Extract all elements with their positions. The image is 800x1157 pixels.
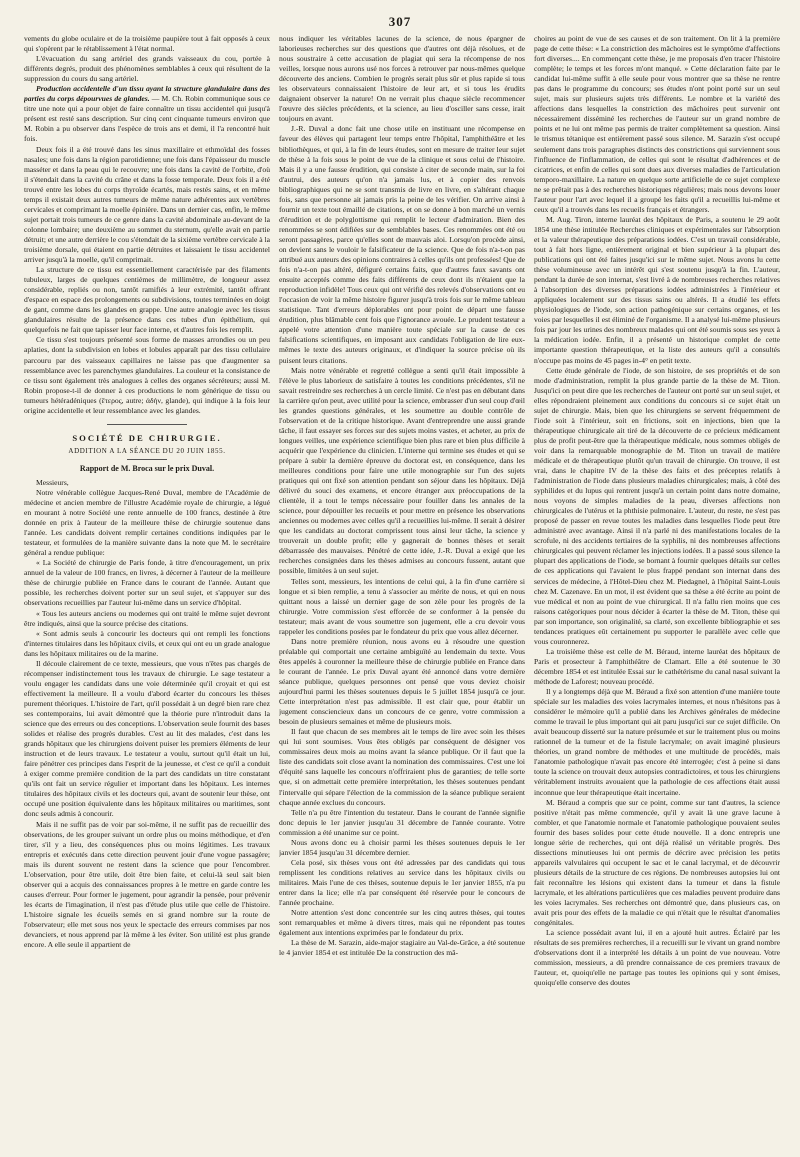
paragraph: Notre attention s'est donc concentrée sur les cinq autres thèses, qui toutes sont remarquables et même à divers titres, mais qui ne répondent pas toutes également aux intentions exprimées par le fondateur du prix. xyxy=(279,908,525,938)
paragraph: La science possédait avant lui, il en a ajouté huit autres. Éclairé par les résultats de ses premières recherches, il a recueilli sur le vivant un grand nombre d'observations dont il a interprété les détails à un point de vue nouveau. Votre commission, messieurs, a dû prendre connaissance de ces premiers travaux de l'auteur, et, quoiqu'elle ne partage pas toutes les opinions qui y sont émises, quoiqu'elle conserve des doutes xyxy=(534,928,780,988)
salutation: Messieurs, xyxy=(36,477,69,487)
paragraph: Telles sont, messieurs, les intentions de celui qui, à la fin d'une carrière si longue et si bien remplie, a tenu à s'associer au mérite de nous, et qui en nous quittant nous a laissé un dernier gage de son zèle pour les progrès de la chirurgie. Votre commission s'est efforcée de se conformer à la pensée du testateur; mais avant de vous soumettre son jugement, elle a cru devoir vous rappeler les conditions posées par le fondateur du prix que vous allez décerner. xyxy=(279,576,525,636)
short-divider xyxy=(127,459,167,460)
paragraph: vements du globe oculaire et de la troisième paupière tout à fait opposés à ceux qui s'opèrent par le rétablissement à l'état normal. xyxy=(24,34,270,54)
column-right xyxy=(534,34,780,1149)
section-heading: SOCIÉTÉ DE CHIRURGIE. xyxy=(72,432,222,443)
page-number: 307 xyxy=(388,14,412,29)
paragraph: choires au point de vue de ses causes et de son traitement. On lit à la première page de cette thèse: « La constriction des mâchoires est le symptôme d'affections fort diverses.... En commençant cette thèse, je me proposais d'en tracer l'histoire complète; le temps et les forces m'ont manqué. » Cette déclaration faite par le candidat lui-même suffit à elle seule pour vous montrer que sa thèse ne rentre pas dans le programme du concours; ses études n'ont point porté sur un seul sujet, mais sur plusieurs sujets très différents. Le nombre et la variété des affections dans lesquelles la constriction des mâchoires peut survenir ont nécessairement disséminé les recherches de l'auteur sur un grand nombre de points et ne lui ont même pas permis de traiter complètement sa question. Ainsi le trismus tétanique est entièrement passé sous silence. M. Sarazin s'est occupé seulement dans trois paragraphes distincts des constrictions qui surviennent sous l'influence de l'inflammation, de celles qui sont le résultat d'adhérences et de cicatrices, et enfin de celles qui sont dues aux diverses maladies de l'articulation temporo-maxillaire. La nature en quelque sorte artificielle de ce sujet complexe ne se prêtait pas à des recherches historiques régulières; mais nous devons louer l'auteur pour l'art avec lequel il a groupé les faits qu'il a recueillis lui-même et ceux qu'il a trouvés dans les recueils français et étrangers. xyxy=(534,34,780,214)
paragraph: Ce tissu s'est toujours présenté sous forme de masses arrondies ou un peu aplaties, dont la subdivision en lobes et lobules apparaît par des tissu cellulaire parcouru par des vaisseaux capillaires ne laisse pas que d'augmenter sa ressemblance avec les parenchymes glandulaires. La couleur et la consistance de ce tissu sont également très analogues à celles des organes sécréteurs; aussi M. Robin propose-t-il de donner à ces productions le nom générique de tissu ou tumeurs hétéradéniques (ἕτερος, autre; ἀδήν, glande), qui indique à la fois leur origine accidentelle et leur ressemblance avec les glandes. xyxy=(24,335,270,415)
paragraph: Telle n'a pu être l'intention du testateur. Dans le courant de l'année signifie donc depuis le 1er janvier jusqu'au 31 décembre de l'année courante. Votre commission a été unanime sur ce point. xyxy=(279,807,525,837)
paragraph: Il y a longtemps déjà que M. Béraud a fixé son attention d'une manière toute spéciale sur les maladies des voies lacrymales internes, et nous n'hésitons pas à considérer le mémoire qu'il a publié dans les Archives générales de médecine comme le travail le plus important qui ait paru jusqu'ici sur ce sujet difficile. On avait beaucoup disserté sur la nature présumée et sur le traitement plus ou moins rationnel de la tumeur et de la fistule lacrymale; on avait imaginé plusieurs théories, un grand nombre de méthodes et une multitude de procédés, mais l'anatomie pathologique n'avait pas encore été interrogée; c'est à peine si dans toute la science on trouvait deux autopsies contradictoires, et tous les chirurgiens véritablement instruits avouaient que la pathologie de ces affections était aussi inconnue que leur thérapeutique était incertaine. xyxy=(534,687,780,797)
paragraph: nous indiquer les véritables lacunes de la science, de nous épargner de laborieuses recherches sur des questions que d'autres ont déjà résolues, et de nous soustraire à cette accusation de plagiat qui sera la récompense de nos veilles, lorsque nous aurons usé nos forces à retrouver par nous-mêmes quelque découverte des anciens. Combien le progrès serait plus sûr et plus rapide si tous les observateurs connaissaient l'histoire de leur art, et si tous les érudits daignaient observer la nature! On ne verrait plus chaque siècle recommencer l'œuvre des siècles précédents, et la science, au lieu d'osciller sans cesse, irait toujours en avant. xyxy=(279,34,525,124)
addition-line: ADDITION A LA SÉANCE DU 20 JUIN 1855. xyxy=(68,446,226,455)
column-left xyxy=(24,34,270,1149)
paragraph: Il découle clairement de ce texte, messieurs, que vous n'êtes pas chargés de récompenser indistinctement tous les travaux de chirurgie. Le sage testateur a voulu engager les candidats dans une voie déterminée qu'il croyait et qui est effectivement la meilleure. Il a voulu d'abord écarter du concours les thèses purement théoriques. L'histoire de l'art, qu'il possédait à un degré bien rare chez ses contemporains, lui avait démontré que la théorie pure n'introduit dans la science que des erreurs ou des conceptions. L'observation seule fournit des bases solides et réalise des progrès durables. C'est au lit des malades, c'est dans les grands hôpitaux que les chirurgiens doivent puiser les premiers éléments de leur instruction et de leurs travaux. Le testateur a voulu, surtout qu'il était un lui, faire pénétrer ces principes dans l'esprit de la jeunesse, et c'est ce qu'il a conduit à exiger comme première condition de la part des candidats un titre constatant qu'ils ont fait un service régulier et important dans les hôpitaux. Les internes titulaires des hôpitaux civils et les docteurs qui, avant de soutenir leur thèse, ont occupé une position équivalente dans les hôpitaux militaires ou maritimes, sont donc seuls admis à concourir. xyxy=(24,658,270,819)
paragraph: Dans notre première réunion, nous avons eu à résoudre une question préalable qui comportait une certaine ambiguïté au lendemain du texte. Vous êtes appelés à couronner la meilleure thèse de chirurgie publiée en France dans le courant de l'année. Le prix Duval ayant été annoncé dans votre dernière séance publique, quelques personnes ont pensé que vous deviez choisir aujourd'hui parmi les thèses soutenues depuis le 5 juillet 1854 jusqu'à ce jour. Cette interprétation n'est pas admissible. Il est clair que, pour établir un jugement consciencieux dans un concours de ce genre, votre commission a besoin de plusieurs semaines et même de plusieurs mois. xyxy=(279,636,525,727)
paragraph: La structure de ce tissu est essentiellement caractérisée par des filaments tubuleux, larges de quelques centièmes de millimètre, de longueur assez considérable, repliés ou non, tantôt ramifiés à leur extrémité, tantôt offrant d'espace en espace des prolongements ou subdivisions, toutes terminées en doigt de gant, comme dans les glandes en grappe. Une autre analogie avec les tissus glandulaires résulte de la présence dans ces tubes d'un épithélium, qui quelquefois ne fait que tapisser leur face interne, et d'autres fois les remplit. xyxy=(24,265,270,335)
section-divider xyxy=(107,424,187,425)
paragraph: Cela posé, six thèses vous ont été adressées par des candidats qui tous remplissent les conditions relatives au service dans les hôpitaux civils ou militaires. Mais l'une de ces thèses, soutenue depuis le 1er janvier 1855, n'a pu entrer dans la lice; elle n'a par conséquent été réservée pour le concours de l'année prochaine. xyxy=(279,857,525,908)
paragraph: « Tous les auteurs anciens ou modernes qui ont traité le même sujet devront être indiqués, ainsi que la source précise des citations. xyxy=(24,608,270,628)
paragraph: La thèse de M. Sarazin, aide-major stagiaire au Val-de-Grâce, a été soutenue le 4 janvier 1854 et est intitulée De la construction des mâ- xyxy=(279,938,525,958)
paragraph: Mais notre vénérable et regretté collègue a senti qu'il était impossible à l'élève le plus laborieux de satisfaire à toutes les conditions précédentes, s'il ne savait restreindre ses recherches à un cercle limité. Ce n'est pas en débutant dans la carrière qu'on peut, avec utilité pour la science, embrasser d'un seul coup d'œil les grandes questions générales, et les soumettre au double contrôle de l'observation et de la critique historique. Avant d'entreprendre une aussi grande tâche, il faut essayer ses forces sur des sujets moins vastes, et acheter, au prix de longues veilles, une expérience scientifique bien plus rare et bien plus difficile à acquérir que l'expérience du clinicien. L'interne qui termine ses études et qui se prépare à subir la dernière épreuve du doctorat est, en conséquence, dans les meilleures conditions pour faire une utile monographie sur l'un des sujets pratiques qui ont fixé son attention pendant son séjour dans les hôpitaux. Déjà délivré du souci des examens, et encore étranger aux préoccupations de la clientèle, il a tout le temps nécessaire pour fouiller dans les annales de la science, pour dépouiller les recueils et pour mettre en présence les observations anciennes ou modernes avec celles qu'il a recueillies lui-même. Il serait à désirer que les candidats au doctorat comprissent tous ainsi leur tâche, la science y trouverait un double profit; elle y gagnerait de bonnes thèses et serait débarrassée des mauvaises. Pénétré de cette idée, J.-R. Duval a exigé que les recherches consignées dans les thèses admises au concours fussent, autant que possible, limitées à un seul sujet. xyxy=(279,365,525,576)
paragraph: M. Aug. Tiron, interne lauréat des hôpitaux de Paris, a soutenu le 29 août 1854 une thèse intitulée Recherches cliniques et expérimentales sur l'absorption et la valeur thérapeutique des préparations iodées. C'est un travail considérable, tout à fait hors ligne, entièrement original et bien supérieur à la plupart des publications qui ont été faites jusqu'ici sur le même sujet. Nous avons lu cette thèse volumineuse avec un intérêt qui s'est soutenu jusqu'à la fin. L'auteur, pendant la durée de son internat, s'est livré à de nombreuses recherches relatives à l'absorption des diverses préparations iodées administrées à l'intérieur et appliquées localement sur des tissus sains ou altérés. Il a étudié les effets physiologiques de l'iode, son action pathogénique sur certains organes, et les voies par lesquelles il est éliminé de l'organisme. Il a analysé lui-même plusieurs fois par jour les urines des nombreux malades qui ont été soumis sous ses yeux à la médication iodée. Enfin, il a présenté un historique complet de cette importante question thérapeutique, et la liste des auteurs qu'il a consultés n'occupe pas moins de 45 pages in-4° en petit texte. xyxy=(534,214,780,365)
paragraph: La troisième thèse est celle de M. Béraud, interne lauréat des hôpitaux de Paris et prosecteur à l'amphithéâtre de Clamart. Elle a été soutenue le 30 décembre 1854 et est intitulée Essai sur le cathétérisme du canal nasal suivant la méthode de Laforest; nouveau procédé. xyxy=(534,646,780,686)
paragraph: Deux fois il a été trouvé dans les sinus maxillaire et ethmoïdal des fosses nasales; une fois dans la région parotidienne; une fois dans l'épaisseur du muscle masséter et dans la peau qui le recouvre; une fois dans la cavité de l'orbite, d'où il s'étendait dans la cavité du crâne et dans la fosse temporale. Deux fois il a été trouvé entre les lobes du corps thyroïde écartés, mais restés sains, et en même temps il existait deux autres tumeurs de même nature adhérentes aux vertèbres cervicales et comprimant la moelle épinière. Dans un dernier cas, enfin, le même sujet portait trois tumeurs de ce genre dans la cavité abdominale au-devant de la colonne lombaire; une deuxième au sommet du sternum, qu'elle avait en partie détruit; et une autre derrière le cou s'étendait de la sixième vertèbre cervicale à la troisième dorsale, qui étaient en partie détruites et laissaient le tissu accidentel arriver jusqu'à la moelle, qu'il comprimait. xyxy=(24,144,270,265)
paragraph: « Sont admis seuls à concourir les docteurs qui ont rempli les fonctions d'internes titulaires dans les hôpitaux civils, et ceux qui ont eu un grade analogue dans les hôpitaux militaires ou de la marine. xyxy=(24,628,270,658)
column-middle xyxy=(279,34,525,1149)
paragraph-lead: Production accidentelle d'un tissu ayant la structure glandulaire dans des parties du corps dépourvues de glandes. xyxy=(24,84,270,104)
paragraph-body: — M. Ch. Robin communique sous ce titre une note qui a pour objet de faire connaître un tissu accidentel qui jusqu'à présent est resté sans description. Sur cinq cent cinquante tumeurs environ que M. Robin a pu observer dans l'espèce de trois ans et demi, il l'a rencontré huit fois. xyxy=(24,94,270,144)
paragraph: Cette étude générale de l'iode, de son histoire, de ses propriétés et de son mode d'administration, remplit la plus grande partie de la thèse de M. Titon. Jusqu'ici on peut dire que les recherches de l'auteur ont porté sur un seul sujet, et elles répondraient pleinement aux conditions du concours si ce sujet était un sujet de chirurgie. Mais, bien que les chirurgiens se servent fréquemment de l'iode soit à l'intérieur, soit en frictions, soit en injections, bien que la thérapeutique chirurgicale ait tiré de la découverte de ce précieux médicament plus de profit peut-être que la thérapeutique médicale, nous sommes obligés de voir dans la remarquable monographie de M. Titon un travail de matière médicale et de thérapeutique plutôt qu'un travail de chirurgie. On trouve, il est vrai, dans le chapitre IV de la thèse des faits et des préceptes relatifs à l'administration de l'iode dans plusieurs maladies chirurgicales; mais, à côté des syphilides et du lupus qui rentrent jusqu'à un certain point dans notre domaine, nous voyons de simples maladies de la peau, diverses affections non chirurgicales de l'utérus et la phthisie pulmonaire. L'auteur, du reste, ne s'est pas proposé de passer en revue toutes les maladies dans lesquelles l'iode peut être administré avec avantage. Ainsi il n'a parlé ni des manifestations locales de la scrofule, ni des accidents tertiaires de la syphilis, ni des nombreuses affections chirurgicales qui peuvent réclamer les injections iodées. Il a passé sous silence la plupart des applications de l'iode, se bornant à fournir quelques détails sur celles de ces applications qui l'avaient le plus frappé pendant son internat dans des services de médecine, à l'Hôtel-Dieu chez M. Piedagnel, à l'hôpital Saint-Louis chez M. Cazenave. En un mot, il est évident que sa thèse a été écrite au point de vue médical et non au point de vue chirurgical. Il n'a fallu rien moins que ces raisons catégoriques pour nous décider à écarter la thèse de M. Titon, thèse qui par son importance, son originalité, sa clarté, son excellente bibliographie et ses tendances pratiques eût certainement pu supporter le parallèle avec celle que vous couronnerez. xyxy=(534,365,780,646)
paragraph: M. Béraud a compris que sur ce point, comme sur tant d'autres, la science positive n'était pas même commencée, qu'il y avait là une grave lacune à combler, et que l'anatomie normale et l'anatomie pathologique pouvaient seules fournir des bases solides pour cette étude nouvelle. Il a donc entrepris une longue série de recherches, qui ont déjà réalisé un véritable progrès. Des dissections minutieuses lui ont permis de décrire avec précision les petits appareils valvulaires qui occupent le sac et le canal lacrymal, et de découvrir plusieurs détails de la structure de ces régions. De nombreuses autopsies lui ont fait reconnaître les lésions qui existent dans la tumeur et dans la fistule lacrymale, et les altérations particulières que ces maladies peuvent produire dans les voies lacrymales. Ses recherches ont démontré que, dans plusieurs cas, on avait pris pour des effets de la maladie ce qui n'était que le résultat d'anomalies congénitales. xyxy=(534,797,780,928)
paragraph: L'évacuation du sang artériel des grands vaisseaux du cou, portée à différents degrés, produit des phénomènes semblables à ceux qui résultent de la suppression du cours du sang artériel. xyxy=(24,54,270,84)
report-title: Rapport de M. Broca sur le prix Duval. xyxy=(79,463,215,473)
paragraph: J.-R. Duval a donc fait une chose utile en instituant une récompense en faveur des élèves qui partagent leur temps entre l'hôpital, l'amphithéâtre et les bibliothèques, et qui, à la fin de leurs études, sont en mesure de traiter leur sujet de thèse à la fois sous le point de vue de la clinique et sous celui de l'histoire. Mais il y a une fausse érudition, qui consiste à citer de seconde main, sur la foi d'autrui, des auteurs qu'on n'a jamais lus, et à copier des renvois bibliographiques qui ne se sont transmis de livre en livre, en s'altérant chaque fois, sans que personne ait jamais pris la peine de les vérifier. On arrive ainsi à fournir un texte tout émaillé de citations, et on se donne à bon marché un vernis d'érudition et de polyglottisme qui remplit le lecteur d'admiration. Bien des renommées se sont édifiées sur de semblables bases. Ces renommées ont été ou seront passagères, parce qu'elles sont de mauvais aloi. Lorsqu'on procède ainsi, on devient sans le vouloir le falsificateur de la science. Que de fois n'a-t-on pas attribué aux auteurs des opinions contraires à celles qu'ils ont professées! Que de fois n'a-t-on pas altéré, défiguré certains faits, que d'autres faux savants ont ensuite acceptés comme des faits différents de ceux dont ils n'étaient que la reproduction infidèle! Tous ceux qui ont vérifié des relevés d'observations ont eu l'occasion de voir la même histoire figurer jusqu'à trois fois sur le même tableau statistique. Tant d'erreurs déplorables ont pour point de départ une fausse érudition, plus blâmable cent fois que l'ignorance avouée. Le prudent testateur a appelé votre attention d'une manière toute spéciale sur la cause de ces falsifications scientifiques, en imposant aux candidats l'obligation de lire eux-mêmes le texte des auteurs originaux, et d'indiquer la source précise où ils puisent leurs citations. xyxy=(279,124,525,365)
paragraph: « La Société de chirurgie de Paris fonde, à titre d'encouragement, un prix annuel de la valeur de 100 francs, en livres, à décerner à l'auteur de la meilleure thèse de chirurgie publiée en France dans le courant de l'année. Autant que possible, les recherches doivent porter sur un seul sujet, et s'appuyer sur des observations recueillies par l'auteur lui-même dans un service d'hôpital. xyxy=(24,558,270,608)
paragraph: Notre vénérable collègue Jacques-René Duval, membre de l'Académie de médecine et ancien membre de l'illustre Académie royale de chirurgie, a légué en mourant à notre Société une rente annuelle de 100 francs, destinée à être donnée en prix à l'auteur de la meilleure thèse de chirurgie soutenue dans l'année. Les candidats doivent remplir certaines conditions indiquées par le testateur, et formulées de la manière suivante dans la note que M. le secrétaire général a rendue publique: xyxy=(24,487,270,558)
paragraph-with-lead xyxy=(24,84,270,144)
paragraph: Il faut que chacun de ses membres ait le temps de lire avec soin les thèses qui lui sont soumises. Vous êtes obligés par conséquent de désigner vos commissaires deux mois au moins avant la séance publique. Or il faut que la liste des candidats soit close avant la nomination des commissaires. C'est une loi d'équité sans laquelle les concours n'offriraient plus de garanties; de telle sorte que, si on admettait cette première interprétation, les thèses soutenues pendant l'intervalle qui sépare l'élection de la commission de la séance publique seraient chaque année exclues du concours. xyxy=(279,727,525,807)
paragraph: Nous avons donc eu à choisir parmi les thèses soutenues depuis le 1er janvier 1854 jusqu'au 31 décembre dernier. xyxy=(279,837,525,857)
paragraph: Mais il ne suffit pas de voir par soi-même, il ne suffit pas de recueillir des observations, de les grouper suivant un ordre plus ou moins méthodique, et d'en tirer, s'il y a lieu, des conséquences plus ou moins légitimes. Les travaux entrepris et exécutés dans cette direction peuvent jouir d'une vogue passagère; mais ils durent souvent ne restent dans la science que pour l'encombrer. L'observation, pour être utile, doit être bien faite, et celui-là seul sait bien observer qui a acquis des connaissances propres à le mettre en garde contre les causes d'erreur. Pour former le jugement, pour agrandir la pensée, pour prévenir les écarts de l'imagination, il n'est pas d'étude plus utile que celle de l'histoire. L'histoire signale les écueils semés en si grand nombre sur la route de l'observateur; elle met sous nos yeux le spectacle des erreurs commises par nos devanciers, et nous apprend par là même à les éviter. Son utilité est plus grande encore. A elle seule il appartient de xyxy=(24,819,270,950)
